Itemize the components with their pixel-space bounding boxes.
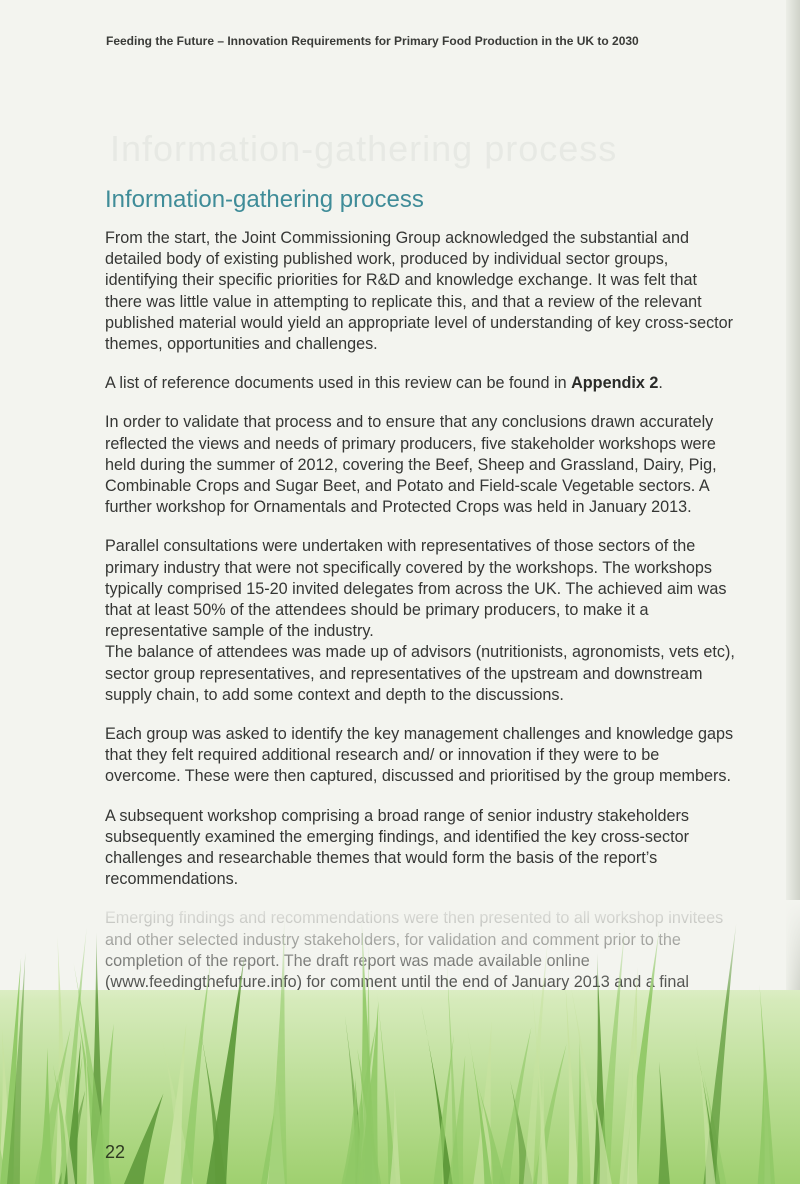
paragraph-challenges: Each group was asked to identify the key management challenges and knowledge gaps that they felt required additional research and/ or innovation if they were to be overcome. These were then captured, discussed and prioritised by the group members. [105,725,734,786]
paragraph-senior-workshop: A subsequent workshop comprising a broad range of senior industry stakeholders subsequently examined the emerging findings, and identified the key cross-sector challenges and researchable themes that would form the basis of the report’s recommendations. [105,806,689,889]
page-number: 22 [105,1142,126,1162]
paragraph-appendix-2-text: A list of reference documents used in this review can be found in [105,374,572,393]
paragraph-attendees: The balance of attendees was made up of advisors (nutritionists, agronomists, vets etc), sector group representatives, and representatives of the upstream and downstream supply chain, to add some context and depth to the discussions. [105,643,735,704]
running-header: Feeding the Future – Innovation Requirements for Primary Food Production in the UK to 2030 [106,34,639,48]
paragraph-appendix-2 [105,373,735,394]
paragraph-workshops: In order to validate that process and to ensure that any conclusions drawn accurately reflected the views and needs of primary producers, five stakeholder workshops were held during the summer of 2012, covering the Beef, Sheep and Grassland, Dairy, Pig, Combinable Crops and Sugar Beet, and Potato and Field-scale Vegetable sectors. A further workshop for Ornamentals and Protected Crops was held in January 2013. [105,413,717,517]
paragraph-appendix-2-end: . [658,374,663,393]
section-title: Information-gathering process [105,186,424,213]
watermark-text: Information-gathering process [110,128,618,169]
paragraph-intro: From the start, the Joint Commissioning Group acknowledged the substantial and detailed body of existing published work, produced by individual sector groups, identifying their specific priorities for R&D and knowledge exchange. It was felt that there was little value in attempting to replicate this, and that a review of the relevant published material would yield an appropriate level of understanding of key cross-sector themes, opportunities and challenges. [105,229,734,354]
paragraph-consultations: Parallel consultations were undertaken with representatives of those sectors of the primary industry that were not specifically covered by the workshops. The workshops typically comprised 15-20 invited delegates from across the UK. The achieved aim was that at least 50% of the attendees should be primary producers, to make it a representative sample of the industry. [105,537,727,641]
appendix-2-reference: Appendix 2 [571,374,659,393]
